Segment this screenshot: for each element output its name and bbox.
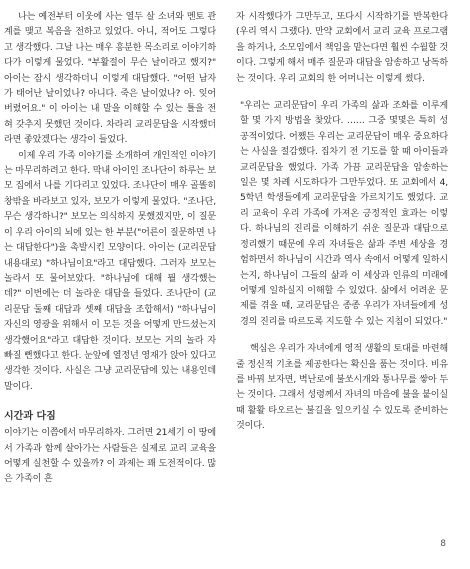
left-column xyxy=(4,10,216,488)
right-column xyxy=(236,10,448,435)
block-quote: "우리는 교리문답이 우리 가족의 삶과 조화를 이루게 할 몇 가지 방법을 찾았다. …… 그중 몇몇은 특히 성공적이었다. 어쨌든 우리는 교리문답이 매우 중요하다는 사실을 절감했다. 집차기 전 기도를 할 때 아이들과 교리문답을 했었다. 가족 가끔 교리문답을 암송하는 일은 몇 차례 시도하다가 그만두었다. 또 교회에서 4, 5학년 학생들에게 교리문답을 가르치기도 했었다. 교리 교육이 우리 가족에 가져온 긍정적인 효과는 이렇다. 하나님의 진리를 이해하기 쉬운 질문과 대답으로 정리했기 때문에 우리 자녀들은 삶과 주변 세상을 경험하면서 하나님이 시간과 역사 속에서 어떻게 일하시는지, 하나님이 그들의 삶과 이 세상과 인류의 미래에 어떻게 일하실지 이해할 수 있었다. 삶에서 어려운 문제를 겪을 때, 교리문답은 종종 우리가 자녀들에게 성경의 진리를 따르도록 지도할 수 있는 지침이 되었다." xyxy=(240,101,448,327)
paragraph-family-story: 이제 우리 가족 이야기를 소개하여 개인적인 이야기는 마무리하려고 한다. 막내 아이인 조나단이 하루는 보모 집에서 나를 기다리고 있었다. 조나단이 매우 골똘히 창밖을 바라보고 있자, 보모가 이렇게 물었다. "조나단, 무슨 생각하니?" 보모는 의식하지 못했겠지만, 이 질문이 우리 아이의 뇌에 있는 한 부분("어른이 질문하면 나는 대답한다")을 촉발시킨 모양이다. 아이는 (교리문답 내용대로) "하나님이요"라고 대답했다. 그러자 보모는 놀라서 또 물어보았다. "하나님에 대해 뭘 생각했는데?" 이번에는 더 놀라운 대답을 들었다. 조나단이 (교리문답 둘째 대답과 셋째 대답을 조합해서) "하나님이 자신의 영광을 위해서 이 모든 것을 어떻게 만드셨는지 생각했어요"라고 대답한 것이다. 보모는 거의 놀라 자빠질 뻔했다고 한다. 눈앞에 열정넌 영재가 앉아 있다고 생각한 것이다. 사실은 그냥 교리문답에 있는 내용인데 말이다. xyxy=(4,150,216,392)
paragraph-continuation: 자 시작했다가 그만두고, 또다시 시작하기를 반복한다(우리 역시 그랬다). 만약 교회에서 교리 교육 프로그램을 하거나, 소모임에서 책임을 맡는다면 훨씬 수월할 것이다. 그렇게 해서 매주 질문과 대답을 암송하고 낭독하는 것이다. 우리 교회의 한 어머니는 이렇게 썼다. xyxy=(236,12,448,84)
paragraph-conclusion: 핵심은 우리가 자녀에게 영적 생활의 토대를 마련해 줄 정신적 기초를 제공한다는 확신을 품는 것이다. 비유를 바꿔 보자면, 벽난로에 불쏘시개와 통나무를 쌓아 두는 것이다. 그래서 성령께서 자녀의 마음에 불을 붙이실 때 활활 타오르는 불길을 일으키실 수 있도록 준비하는 것이다. xyxy=(236,344,448,432)
page-number: 8 xyxy=(440,539,446,549)
spacer xyxy=(236,330,448,342)
paragraph-neighbor-girl: 나는 예전부터 이웃에 사는 열두 살 소녀와 멘토 관계를 맺고 복음을 전하고 있었다. 아니, 적어도 그렇다고 생각했다. 그날 나는 매우 흥분한 목소리로 이야기하다가 이렇게 물었다. "부활절이 무슨 날이라고 했지?" 아이는 잠시 생각하더니 이렇게 대답했다. "어떤 남자가 태어난 날이었나? 아니다. 죽은 날이었나? 아. 잊어버렸어요." 이 아이는 내 말을 이해할 수 있는 틀을 전혀 갖추지 못했던 것이다. 차라리 교리문답을 시작했더라면 좋았겠다는 생각이 들었다. xyxy=(4,12,216,146)
section-heading: 시간과 다짐 xyxy=(4,411,56,423)
paragraph-time-commitment: 이야기는 이쯤에서 마무리하자. 그러면 21세기 이 땅에서 가족과 함께 살아가는 사람들은 실제로 교리 교육을 어떻게 실천할 수 있을까? 이 과제는 꽤 도전적이다. 많은 가족이 흔 xyxy=(4,428,216,485)
